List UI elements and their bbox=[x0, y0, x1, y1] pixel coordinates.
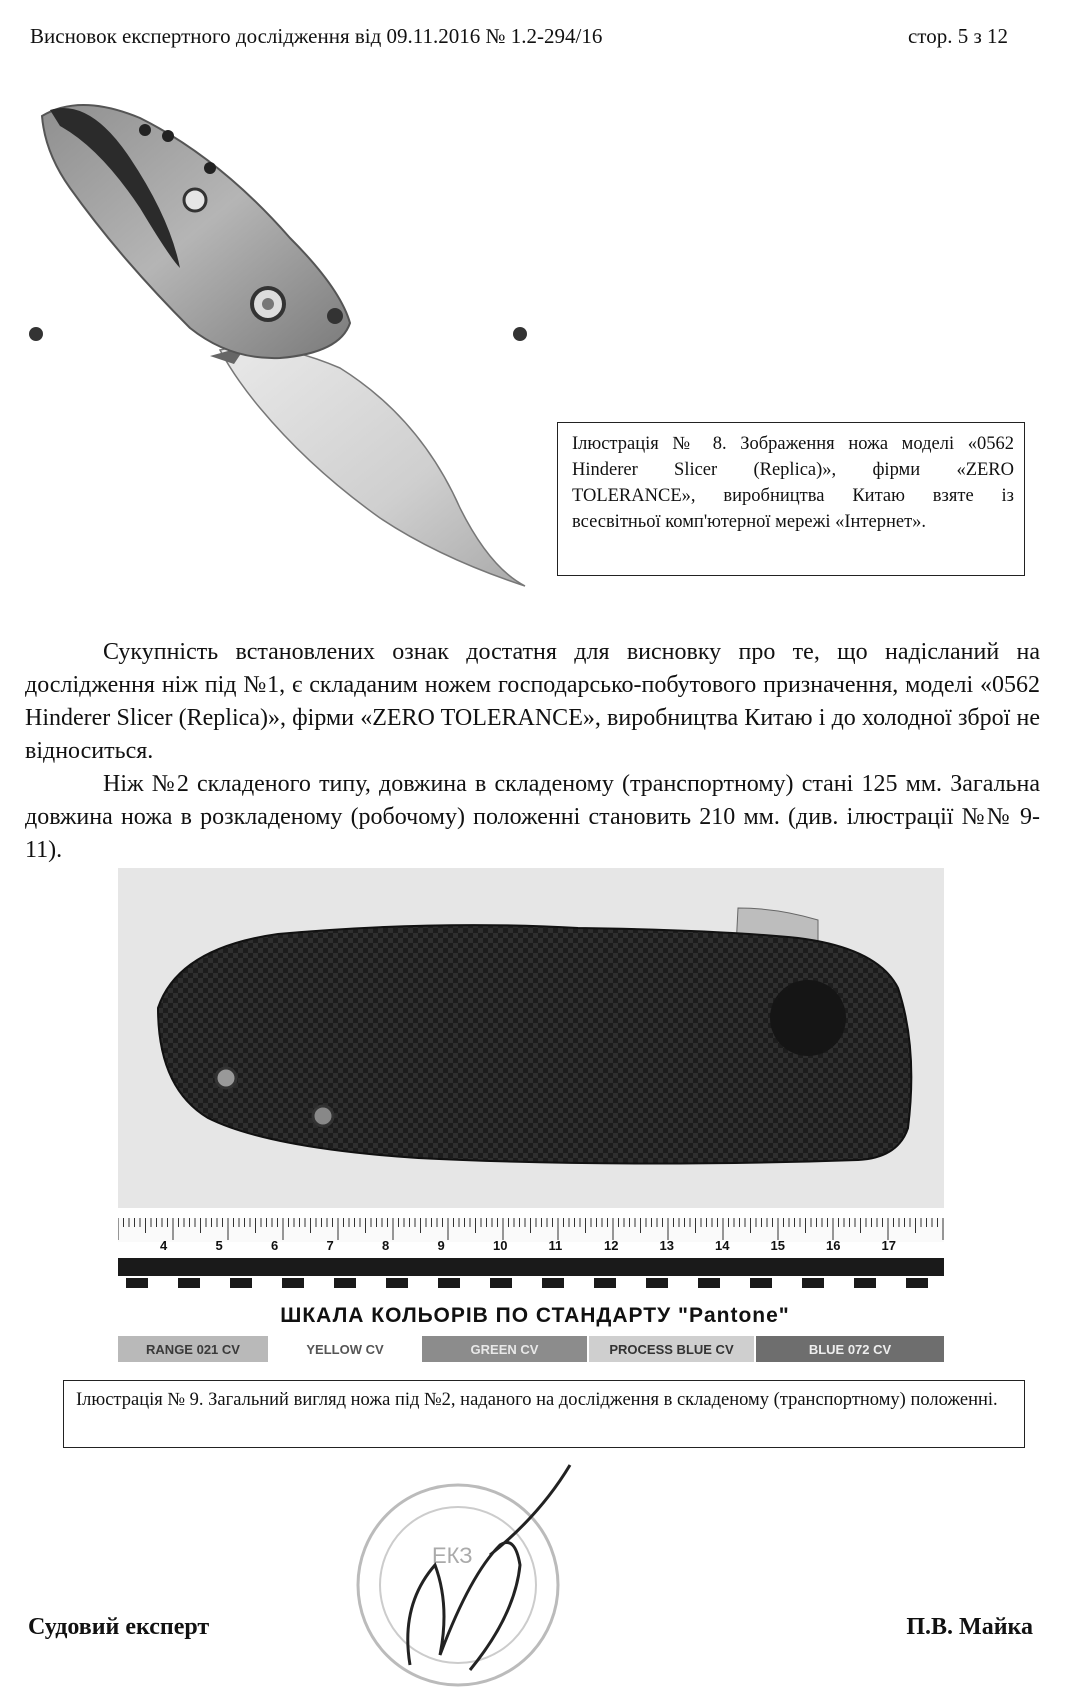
ruler-square bbox=[230, 1278, 252, 1288]
ruler-number: 10 bbox=[493, 1238, 508, 1253]
ruler-square bbox=[334, 1278, 356, 1288]
swatch-process-blue: PROCESS BLUE CV bbox=[589, 1336, 754, 1362]
paragraph-conclusion: Сукупність встановлених ознак достатня для висновку про те, що надісланий на дослідження ніж під №1, є складаним ножем господарсько-побутового призначення, моделі «0562 Hinderer Slicer (Replica)», фірми «ZERO TOLERANCE», виробництва Китаю і до холодної зброї не відноситься. bbox=[25, 639, 1040, 764]
ruler-number: 8 bbox=[382, 1238, 390, 1253]
ruler-square bbox=[282, 1278, 304, 1288]
swatch-blue: BLUE 072 CV bbox=[756, 1336, 944, 1362]
ruler-number: 6 bbox=[271, 1238, 279, 1253]
ruler-number: 11 bbox=[548, 1238, 563, 1253]
prev-arrow-icon bbox=[29, 327, 43, 341]
ruler-square bbox=[854, 1278, 876, 1288]
ruler-number: 13 bbox=[659, 1238, 674, 1253]
knife-photo-open bbox=[20, 88, 540, 588]
ruler-square bbox=[490, 1278, 512, 1288]
ruler-square bbox=[594, 1278, 616, 1288]
knife-photo-folded bbox=[118, 868, 944, 1208]
body-text bbox=[25, 636, 1040, 867]
ruler-number: 15 bbox=[770, 1238, 785, 1253]
pantone-scale-title: ШКАЛА КОЛЬОРІВ ПО СТАНДАРТУ "Pantone" bbox=[280, 1304, 790, 1327]
expert-name: П.В. Майка bbox=[906, 1614, 1033, 1640]
paragraph-knife-2: Ніж №2 складеного типу, довжина в складеному (транспортному) стані 125 мм. Загальна довжина ножа в розкладеному (робочому) положенні становить 210 мм. (див. ілюстрації №№ 9-11). bbox=[25, 771, 1040, 863]
ruler-square bbox=[698, 1278, 720, 1288]
ruler-square bbox=[126, 1278, 148, 1288]
ruler-number: 17 bbox=[881, 1238, 896, 1253]
swatch-green: GREEN CV bbox=[422, 1336, 587, 1362]
ruler-square bbox=[178, 1278, 200, 1288]
ruler-square bbox=[750, 1278, 772, 1288]
document-header-title: Висновок експертного дослідження від 09.11.2016 № 1.2-294/16 bbox=[30, 24, 603, 48]
expert-title: Судовий експерт bbox=[28, 1614, 210, 1640]
ruler-number: 9 bbox=[437, 1238, 445, 1253]
ruler-square bbox=[646, 1278, 668, 1288]
next-arrow-icon bbox=[513, 327, 527, 341]
ruler-number: 14 bbox=[715, 1238, 730, 1253]
ruler-number: 16 bbox=[826, 1238, 841, 1253]
ruler-number: 12 bbox=[604, 1238, 619, 1253]
ruler-square bbox=[542, 1278, 564, 1288]
swatch-yellow: YELLOW CV bbox=[270, 1336, 420, 1362]
illustration-9-caption: Ілюстрація № 9. Загальний вигляд ножа під №2, наданого на дослідження в складеному (транспортному) положенні. bbox=[63, 1380, 1025, 1448]
ruler-square bbox=[802, 1278, 824, 1288]
measurement-ruler bbox=[118, 1218, 944, 1288]
ruler-number: 5 bbox=[215, 1238, 223, 1253]
ruler-square bbox=[906, 1278, 928, 1288]
ruler-square bbox=[386, 1278, 408, 1288]
page-number: стор. 5 з 12 bbox=[907, 24, 1008, 48]
signature bbox=[408, 1465, 570, 1670]
ruler-square bbox=[438, 1278, 460, 1288]
official-stamp bbox=[340, 1455, 600, 1689]
ruler-number: 4 bbox=[160, 1238, 168, 1253]
ruler-number: 7 bbox=[326, 1238, 334, 1253]
swatch-range: RANGE 021 CV bbox=[118, 1336, 268, 1362]
illustration-8-caption: Ілюстрація № 8. Зображення ножа моделі «0562 Hinderer Slicer (Replica)», фірми «ZERO TOLERANCE», виробництва Китаю взяте із всесвітньої комп'ютерної мережі «Інтернет». bbox=[557, 422, 1025, 576]
stamp-text: ЕКЗ bbox=[432, 1543, 473, 1568]
